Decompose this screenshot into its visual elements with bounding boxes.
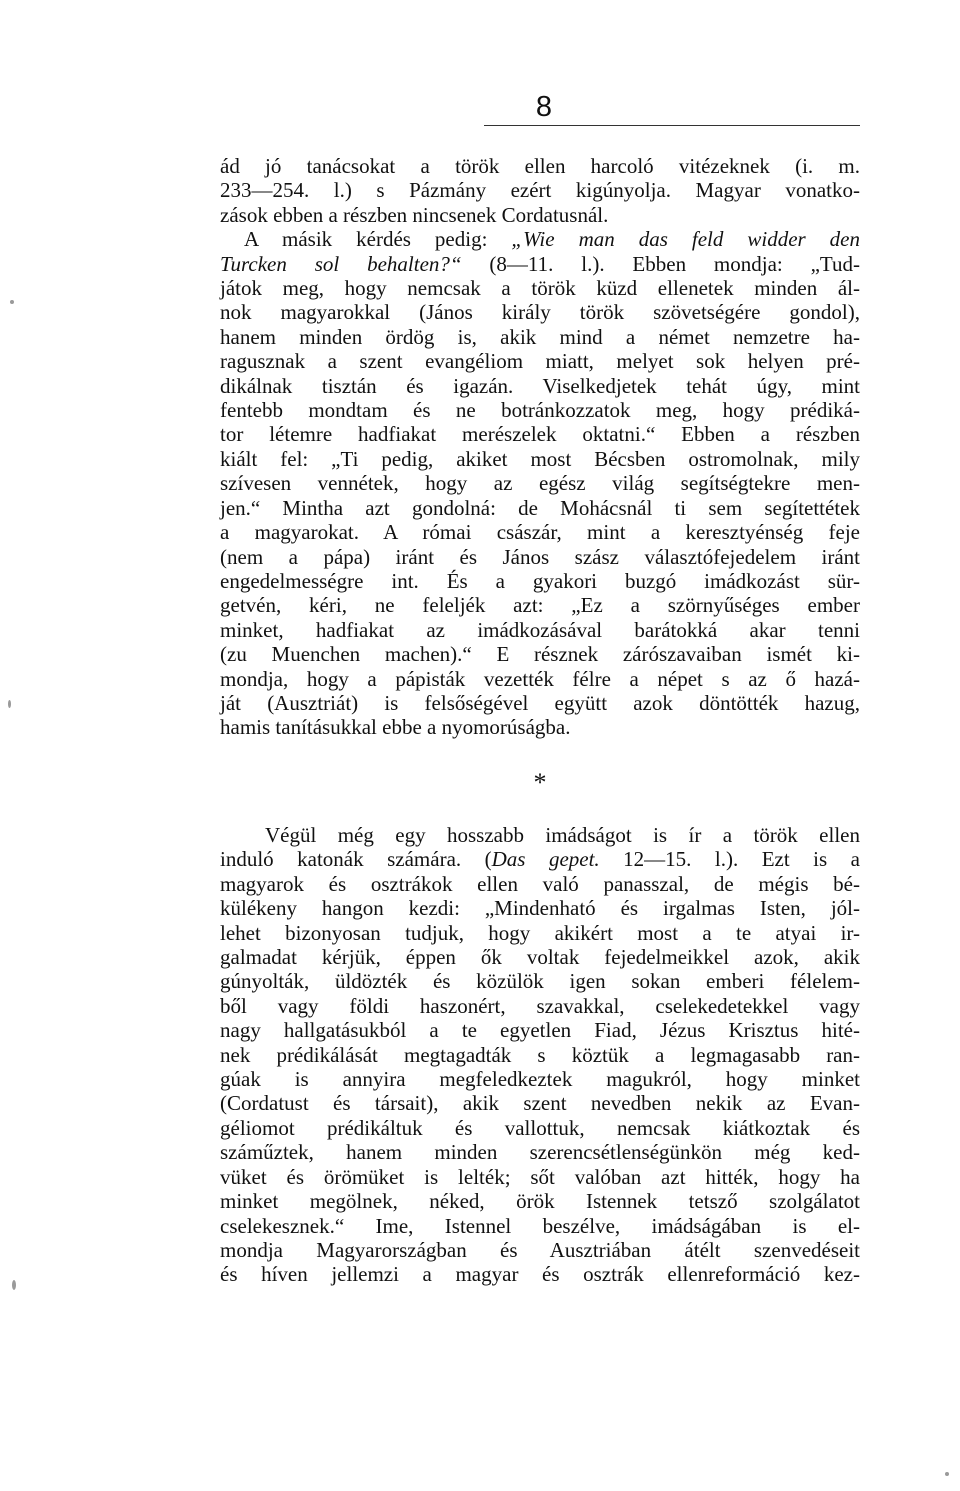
- text-line: száműztek, hanem minden szerencsétlenségünkön még ked-: [220, 1140, 860, 1165]
- text-line: engedelmességre int. És a gyakori buzgó imádkozást sür-: [220, 568, 860, 593]
- text-line: nok magyarokkal (János király török szövetségére gondol),: [220, 300, 860, 325]
- text-line: (Cordatust és társait), akik szent nevedben nekik az Evan-: [220, 1091, 860, 1116]
- text-line: getvén, kéri, ne feleljék azt: „Ez a szörnyűséges ember: [220, 593, 860, 618]
- text-line: fentebb mondtam és ne botránkozzatok meg, hogy prédiká-: [220, 398, 860, 423]
- text-line: gúak is annyira megfeledkeztek magukról, hogy minket: [220, 1067, 860, 1092]
- text-line: [220, 847, 860, 871]
- text-fragment: A másik kérdés pedig:: [244, 227, 512, 252]
- text-line: dikálnak tisztán és igazán. Viselkedjetek tehát úgy, mint: [220, 373, 860, 398]
- german-title-fragment: „Wie man das feld widder den: [511, 227, 861, 252]
- text-block-lower: [220, 823, 860, 1287]
- text-line: a magyarokat. A római császár, mint a keresztyénség feje: [220, 520, 860, 545]
- scan-speck: [945, 1472, 949, 1476]
- text-line: nagy hallgatásukból a te egyetlen Fiad, Jézus Krisztus hité-: [220, 1018, 860, 1043]
- text-line: hamis tanításukkal ebbe a nyomorúságba.: [220, 715, 571, 740]
- text-line: gúnyolták, üldözték és közülök igen sokan emberi félelem-: [220, 969, 860, 994]
- text-line: [220, 252, 860, 276]
- header-rule: [484, 125, 860, 126]
- text-line: kiált fel: „Ti pedig, akiket most Bécsben ostromolnak, mily: [220, 446, 860, 471]
- text-line: lehet bizonyosan tudjuk, hogy akikért most a te atyai ir-: [220, 920, 860, 945]
- scan-speck: [12, 1280, 16, 1290]
- text-line: szívesen vennétek, hogy az egész világ segítségtekre men-: [220, 471, 860, 496]
- text-line: 233—254. l.) s Pázmány ezért kigúnyolja. Magyar vonatko-: [220, 178, 860, 203]
- text-line: hanem minden ördög is, akik mind a német nemzetre ha-: [220, 324, 860, 349]
- text-line: jen.“ Mintha azt gondolná: de Mohácsnál ti sem segítettétek: [220, 495, 860, 520]
- text-line: ragusznak a szent evangéliom miatt, melyet sok helyen pré-: [220, 349, 860, 374]
- text-line: ád jó tanácsokat a török ellen harcoló vitézeknek (i. m.: [220, 154, 860, 178]
- text-block-upper: [220, 154, 860, 740]
- text-fragment: 12—15. l.). Ezt is a: [599, 847, 860, 872]
- text-line: (nem a pápa) iránt és János szász választófejedelem iránt: [220, 544, 860, 569]
- text-line: cselekesznek.“ Ime, Istennel beszélve, imádságában is el-: [220, 1213, 860, 1238]
- text-line: vüket és örömüket is lelték; sőt valóban azt hitték, hogy ha: [220, 1164, 860, 1189]
- text-line: (zu Muenchen machen).“ E résznek zárószavaiban ismét ki-: [220, 642, 860, 667]
- scan-speck: [8, 700, 11, 708]
- section-separator-asterisk: *: [533, 768, 547, 797]
- text-line: ját (Ausztriát) is felsőségével együtt azok döntötték hazug,: [220, 690, 860, 715]
- page-number: 8: [535, 91, 553, 123]
- paragraph-1: [220, 154, 860, 227]
- text-line: minket, hadfiakat az imádkozásával barátokká akar tenni: [220, 617, 860, 642]
- paragraph-2: [220, 227, 860, 740]
- german-title-fragment: Turcken sol behalten?“: [220, 251, 462, 276]
- text-line: mondja Magyarországban és Ausztriában átélt szenvedéseit: [220, 1237, 860, 1262]
- text-fragment: induló katonák számára. (: [220, 847, 492, 872]
- text-line: mondja, hogy a pápisták vezették félre a népet s az ő hazá-: [220, 666, 860, 691]
- text-line: nek prédikálását megtagadták s köztük a legmagasabb ran-: [220, 1042, 860, 1067]
- text-line: [220, 227, 860, 251]
- text-line: külékeny hangon kezdi: „Mindenható és irgalmas Isten, jól-: [220, 896, 860, 921]
- text-line: minket megölnek, néked, örök Istennek tetsző szolgálatot: [220, 1189, 860, 1214]
- text-line: magyarok és osztrákok ellen való panasszal, de mégis bé-: [220, 871, 860, 896]
- text-line: tor létemre hadfiakat merészelek oktatni.“ Ebben a részben: [220, 422, 860, 447]
- scan-speck: [10, 300, 14, 304]
- paragraph-3: [220, 823, 860, 1287]
- german-title-fragment: Das gepet.: [491, 847, 600, 872]
- text-line: galmadat kérjük, éppen ők voltak fejedelmeikkel azok, akik: [220, 945, 860, 970]
- text-line: géliomot prédikáltuk és vallottuk, nemcsak kiátkoztak és: [220, 1115, 860, 1140]
- text-line: játok meg, hogy nemcsak a török küzd ellenetek minden ál-: [220, 276, 860, 301]
- text-line: ből vagy földi haszonért, szavakkal, cselekedetekkel vagy: [220, 993, 860, 1018]
- text-line: és híven jellemzi a magyar és osztrák ellenreformáció kez-: [220, 1262, 860, 1287]
- text-line: zások ebben a részben nincsenek Cordatusnál.: [220, 202, 609, 227]
- text-fragment: (8—11. l.). Ebben mondja: „Tud-: [461, 251, 860, 276]
- text-line: Végül még egy hosszabb imádságot is ír a török ellen: [265, 823, 860, 847]
